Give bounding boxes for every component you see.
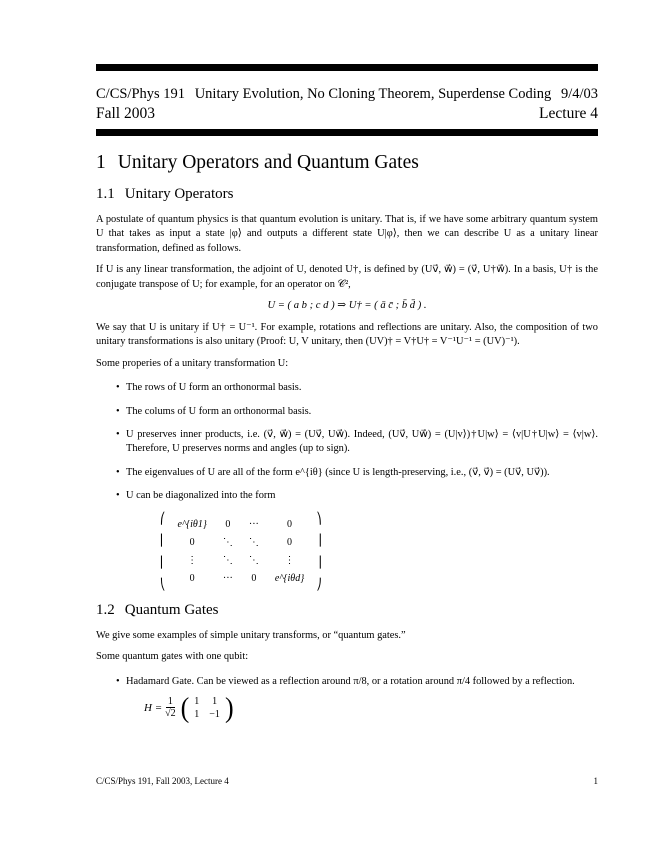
gates-list — [96, 675, 598, 689]
matrix-row — [189, 695, 225, 708]
hadamard-matrix — [180, 691, 234, 724]
header-bottom-rule — [96, 129, 598, 136]
matrix-cell: ··· — [222, 573, 233, 585]
paragraph-one-qubit-gates: Some quantum gates with one qubit: — [96, 651, 249, 663]
paragraph-adjoint-definition: If U is any linear transformation, the adjoint of U, denoted U†, is defined by (Uv⃗, w⃗) = (v⃗, U†w⃗). In a basis, U† is the conjugate transpose of U; for example, for an operator on 𝒞², — [96, 264, 598, 290]
term: Fall 2003 — [96, 105, 155, 122]
matrix-cell: −1 — [209, 708, 220, 720]
matrix-cell: ⋮ — [187, 555, 198, 567]
list-item: • The rows of U form an orthonormal basis. — [116, 381, 598, 395]
lecture-number: Lecture 4 — [539, 105, 598, 122]
diagonal-matrix — [160, 514, 598, 590]
list-item: • The colums of U form an orthonormal basis. — [116, 405, 598, 419]
section-1-1-number: 1.1 — [96, 186, 115, 202]
page-number: 1 — [593, 776, 598, 786]
matrix-cell: 1 — [194, 695, 200, 707]
section-1-2-title: Quantum Gates — [124, 601, 219, 618]
hadamard-equation — [144, 691, 598, 724]
equation-adjoint: U = ( a b ; c d ) ⇒ U† = ( ā c̄ ; b̄ d̄ ) . — [267, 300, 427, 312]
matrix-cell: e^{iθd} — [274, 573, 305, 585]
section-1-1-heading — [96, 186, 598, 203]
page-content — [96, 64, 598, 724]
right-paren: ) — [224, 691, 234, 724]
matrix-cell: 0 — [189, 537, 195, 549]
hadamard-fraction — [165, 696, 176, 720]
matrix-cell: ⋮ — [284, 555, 295, 567]
section-1-2-number: 1.2 — [96, 601, 115, 618]
matrix-cell: e^{iθ1} — [177, 519, 207, 531]
lecture-date: 9/4/03 — [560, 86, 598, 102]
top-rule — [96, 64, 598, 71]
course-code: C/CS/Phys 191 — [96, 86, 186, 102]
matrix-cell: ⋱ — [222, 537, 233, 549]
matrix-cell: ⋱ — [248, 537, 259, 549]
right-paren: ⎞ ⎟ ⎟ ⎠ — [316, 512, 322, 591]
matrix-row — [189, 708, 225, 721]
section-1-number: 1 — [96, 152, 106, 173]
matrix-row — [170, 516, 313, 534]
left-paren: ⎛ ⎜ ⎜ ⎝ — [160, 512, 166, 591]
lecture-header — [96, 85, 598, 123]
fraction-denominator: √2 — [165, 707, 176, 719]
matrix-cell: 0 — [287, 537, 293, 549]
page-footer — [96, 776, 598, 786]
matrix-cell: ··· — [248, 519, 259, 531]
list-item: • U preserves inner products, i.e. (v⃗, w⃗) = (Uv⃗, Uw⃗). Indeed, (Uv⃗, Uw⃗) = (U|v⟩)†U|w⟩ = ⟨v|U†U|w⟩ = ⟨v|w⟩. Therefore, U preserves norms and angles (up to sign). — [116, 428, 598, 457]
paragraph-gates-intro: We give some examples of simple unitary transforms, or “quantum gates.” — [96, 629, 406, 641]
matrix-cell: 0 — [287, 519, 293, 531]
matrix-row — [170, 534, 313, 552]
matrix-cell: 0 — [225, 519, 231, 531]
section-1-1-title: Unitary Operators — [124, 186, 234, 202]
list-item: • The eigenvalues of U are all of the form e^{iθ} (since U is length-preserving, i.e., (v⃗, v⃗) = (Uv⃗, Uv⃗)). — [116, 466, 598, 480]
matrix-cell: 0 — [251, 573, 257, 585]
hadamard-lhs: H = — [144, 701, 163, 714]
matrix-cell: ⋱ — [222, 555, 233, 567]
paragraph-unitary-definition: We say that U is unitary if U† = U⁻¹. For example, rotations and reflections are unitary. Also, the composition of two unitary transformations is also unitary (Proof: U, V unitary, then (UV)† = V†U† = V⁻¹U⁻¹ = (UV)⁻¹). — [96, 322, 598, 348]
list-item: • Hadamard Gate. Can be viewed as a reflection around π/8, or a rotation around π/4 followed by a reflection. — [116, 675, 598, 689]
left-paren: ( — [180, 691, 190, 724]
fraction-numerator: 1 — [167, 695, 173, 707]
matrix-row — [170, 552, 313, 570]
footer-citation: C/CS/Phys 191, Fall 2003, Lecture 4 — [96, 776, 229, 786]
matrix-cell: 1 — [194, 708, 200, 720]
lecture-title: Unitary Evolution, No Cloning Theorem, Superdense Coding — [194, 86, 552, 102]
list-item: • U can be diagonalized into the form — [116, 489, 598, 503]
properties-list — [96, 381, 598, 503]
section-1-2-heading — [96, 602, 598, 619]
matrix-row — [170, 570, 313, 588]
matrix-cell: 1 — [212, 695, 218, 707]
paragraph-unitary-postulate: A postulate of quantum physics is that quantum evolution is unitary. That is, if we have some arbitrary quantum system U that takes as input a state |φ⟩ and outputs a different state U|φ⟩, then we can describe U as a unitary linear transformation, defined as follows. — [96, 214, 598, 254]
paragraph-properties-intro: Some properies of a unitary transformation U: — [96, 357, 289, 369]
section-1-heading — [96, 152, 598, 174]
matrix-cell: ⋱ — [248, 555, 259, 567]
section-1-title: Unitary Operators and Quantum Gates — [117, 152, 419, 173]
matrix-cell: 0 — [189, 573, 195, 585]
